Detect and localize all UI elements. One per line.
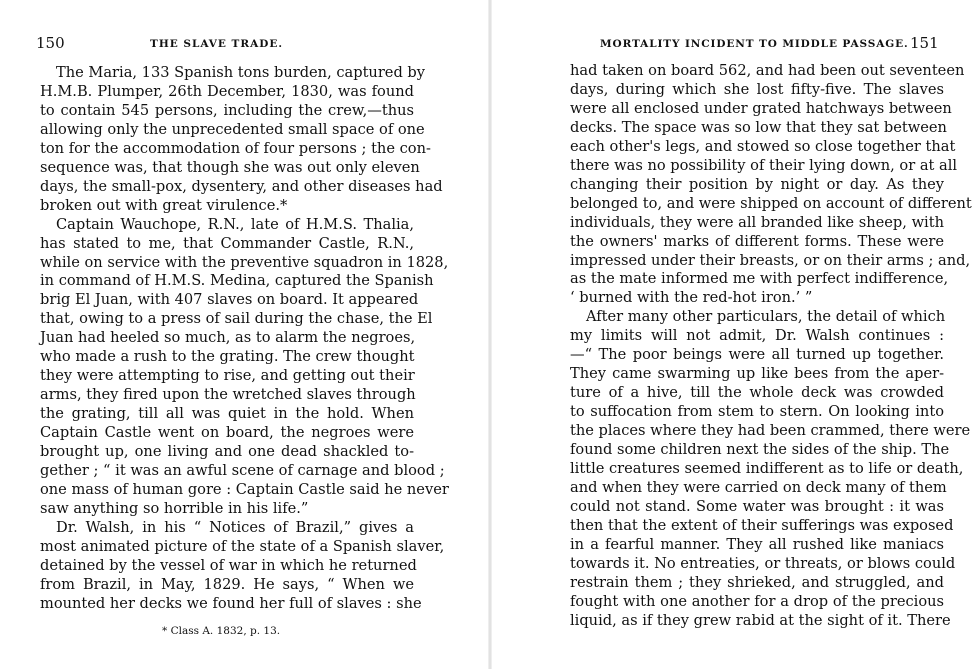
text-line: After many other particulars, the detail of which: [586, 308, 946, 326]
text-line: were all enclosed under grated hatchways between: [570, 99, 952, 117]
text-line: fought with one another for a drop of the precious: [570, 592, 944, 610]
text-line: as the mate informed me with perfect indifference,: [570, 270, 949, 288]
text-line: days, the small-pox, dysentery, and other diseases had: [40, 177, 443, 195]
footnote: * Class A. 1832, p. 13.: [162, 625, 281, 637]
text-line: sequence was, that though she was out only eleven: [40, 158, 420, 176]
text-line: decks. The space was so low that they sat between: [570, 118, 947, 136]
right-page: [490, 0, 980, 669]
text-line: the grating, till all was quiet in the hold. When: [40, 405, 414, 423]
running-title: THE SLAVE TRADE.: [150, 38, 283, 50]
text-line: detained by the vessel of war in which he returned: [40, 556, 417, 574]
text-line: who made a rush to the grating. The crew thought: [40, 348, 415, 366]
text-line: days, during which she lost fifty-five. The slaves: [570, 80, 944, 98]
text-line: that, owing to a press of sail during the chase, the El: [40, 310, 433, 328]
text-line: there was no possibility of their lying down, or at all: [570, 156, 958, 174]
text-line: from Brazil, in May, 1829. He says, “ When we: [40, 575, 414, 593]
body-text: [570, 62, 972, 631]
text-line: the places where they had been crammed, there were: [570, 422, 971, 440]
text-line: ton for the accommodation of four persons ; the con-: [40, 139, 431, 157]
body-text: [40, 64, 449, 614]
text-line: changing their position by night or day. As they: [570, 175, 944, 193]
text-line: little creatures seemed indifferent as to life or death,: [570, 460, 964, 478]
text-line: gether ; “ it was an awful scene of carnage and blood ;: [40, 462, 445, 480]
text-line: The Maria, 133 Spanish tons burden, captured by: [56, 64, 426, 81]
text-line: individuals, they were all branded like sheep, with: [570, 213, 944, 231]
text-line: while on service with the preventive squadron in 1828,: [40, 253, 449, 271]
running-title: MORTALITY INCIDENT TO MIDDLE PASSAGE.: [600, 38, 909, 50]
text-line: Captain Wauchope, R.N., late of H.M.S. Thalia,: [56, 215, 414, 233]
text-line: they were attempting to rise, and getting out their: [40, 367, 415, 385]
text-line: liquid, as if they grew rabid at the sight of it. There: [570, 611, 951, 629]
text-line: in a fearful manner. They all rushed like maniacs: [570, 535, 944, 553]
text-line: each other's legs, and stowed so close together that: [570, 137, 956, 155]
text-line: towards it. No entreaties, or threats, or blows could: [570, 554, 956, 572]
text-line: in command of H.M.S. Medina, captured the Spanish: [40, 272, 434, 290]
text-line: restrain them ; they shrieked, and struggled, and: [570, 573, 944, 591]
text-line: to suffocation from stem to stern. On looking into: [570, 403, 944, 421]
text-line: my limits will not admit, Dr. Walsh continues :: [570, 327, 944, 345]
text-line: saw anything so horrible in his life.”: [40, 499, 309, 517]
text-line: —“ The poor beings were all turned up together.: [570, 346, 944, 364]
text-line: brig El Juan, with 407 slaves on board. It appeared: [40, 291, 419, 309]
text-line: impressed under their breasts, or on their arms ; and,: [570, 251, 971, 269]
text-line: brought up, one living and one dead shackled to-: [40, 443, 414, 461]
text-line: arms, they fired upon the wretched slaves through: [40, 386, 416, 404]
text-line: has stated to me, that Commander Castle, R.N.,: [40, 234, 414, 252]
page-number: 151: [910, 34, 939, 52]
text-line: could not stand. Some water was brought : it was: [570, 497, 944, 515]
text-line: Dr. Walsh, in his “ Notices of Brazil,” gives a: [56, 518, 414, 536]
text-line: most animated picture of the state of a Spanish slaver,: [40, 537, 445, 555]
text-line: broken out with great virulence.*: [40, 196, 288, 214]
text-line: the owners' marks of different forms. These were: [570, 232, 944, 250]
page-number: 150: [36, 34, 65, 52]
text-line: found some children next the sides of the ship. The: [570, 441, 950, 459]
text-line: Juan had heeled so much, as to alarm the negroes,: [40, 329, 416, 347]
text-line: They came swarming up like bees from the aper-: [570, 365, 944, 383]
text-line: H.M.B. Plumper, 26th December, 1830, was found: [40, 82, 414, 100]
text-line: then that the extent of their sufferings was exposed: [570, 516, 954, 534]
text-line: belonged to, and were shipped on account of different: [570, 194, 972, 212]
text-line: had taken on board 562, and had been out seventeen: [570, 62, 965, 79]
text-line: ture of a hive, till the whole deck was crowded: [570, 384, 944, 402]
text-line: and when they were carried on deck many of them: [570, 478, 947, 496]
text-line: mounted her decks we found her full of slaves : she: [40, 594, 422, 612]
text-line: to contain 545 persons, including the crew,—thus: [40, 101, 414, 119]
text-line: one mass of human gore : Captain Castle said he never: [40, 480, 449, 498]
text-line: allowing only the unprecedented small space of one: [40, 120, 425, 138]
text-line: ‘ burned with the red-hot iron.’ ”: [570, 289, 813, 307]
text-line: Captain Castle went on board, the negroes were: [40, 424, 414, 442]
